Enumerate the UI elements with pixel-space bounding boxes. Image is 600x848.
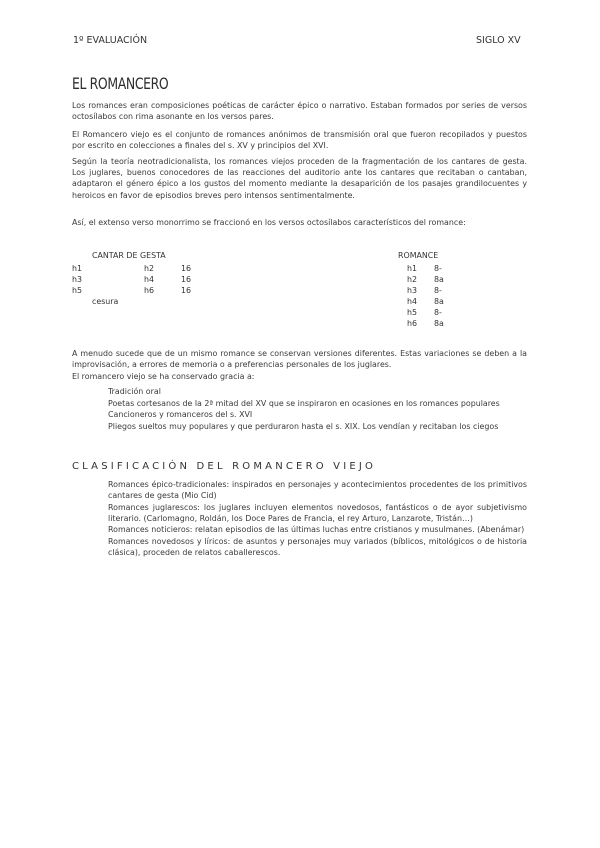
preserved-intro: El romancero viejo se ha conservado gracia a: (72, 372, 255, 381)
romance-cell: h3 (407, 286, 418, 295)
cantar-cell: 16 (181, 286, 192, 295)
intro-paragraph-1: Los romances eran composiciones poéticas de carácter épico o narrativo. Estaban formados por series de versos octosílabos con rima asonante en los versos pares. (72, 101, 527, 122)
list-item: Cancioneros y romanceros del s. XVI (108, 410, 253, 419)
preserved-list (108, 386, 527, 432)
list-item: Romances novedosos y líricos: de asuntos y personajes muy variados (bíblicos, mitológicos o de historia clásica), proceden de relatos caballerescos. (108, 536, 527, 558)
cantar-cell: h6 (144, 286, 155, 295)
cantar-cell: h1 (72, 264, 83, 273)
list-item: Poetas cortesanos de la 2ª mitad del XV que se inspiraron en ocasiones en los romances populares (108, 398, 500, 408)
cantar-cell: h4 (144, 275, 155, 284)
romance-cell: 8a (434, 319, 444, 328)
classification-list (108, 479, 527, 558)
intro-paragraph-3: Según la teoría neotradicionalista, los romances viejos proceden de la fragmentación de los cantares de gesta. Los juglares, buenos conocedores de las reacciones del auditorio ante los cantares que recitaban o cantaban, adaptaron el género épico a los gustos del momento mediante la desaparición de los pasajes grandilocuentes y heroicos en favor de episodios breves pero intensos sentimentalmente. (72, 157, 527, 200)
header-century: SIGLO XV (476, 35, 521, 46)
list-item: Romances juglarescos: los juglares incluyen elementos novedosos, fantásticos o de ayor subjetivismo literario. (Carlomagno, Roldán, los Doce Pares de Francia, el rey Arturo, Lanzarote, Tristán…) (108, 502, 527, 523)
versions-paragraph: A menudo sucede que de un mismo romance se conservan versiones diferentes. Estas variaciones se deben a la improvisación, a errores de memoria o a preferencias personales de los juglares. (72, 349, 527, 370)
cesura-label: cesura (92, 297, 119, 306)
romance-cell: 8- (434, 308, 442, 317)
classification-heading: CLASIFICACIÓN DEL ROMANCERO VIEJO (72, 461, 377, 472)
romance-cell: 8a (434, 275, 444, 284)
cantar-cell: h5 (72, 286, 83, 295)
header-evaluation: 1º EVALUACIÓN (73, 35, 148, 46)
romance-cell: h5 (407, 308, 418, 317)
list-item: Romances noticieros: relatan episodios de las últimas luchas entre cristianos y musulmanes. (Abenámar) (108, 525, 525, 535)
romance-cell: h4 (407, 297, 418, 306)
intro-paragraph-2: El Romancero viejo es el conjunto de romances anónimos de transmisión oral que fueron recopilados y puestos por escrito en colecciones a finales del s. XV y principios del XVI. (72, 130, 527, 151)
list-item: Tradición oral (108, 387, 161, 396)
page-title: EL ROMANCERO (72, 74, 169, 93)
list-item: Pliegos sueltos muy populares y que perduraron hasta el s. XIX. Los vendían y recitaban los ciegos (108, 421, 499, 431)
romance-cell: h2 (407, 275, 418, 284)
cantar-cell: h3 (72, 275, 83, 284)
romance-label: ROMANCE (398, 251, 439, 260)
cantar-cell: 16 (181, 275, 192, 284)
romance-cell: 8- (434, 286, 442, 295)
cantar-cell: h2 (144, 264, 155, 273)
list-item: Romances épico-tradicionales: inspirados en personajes y acontecimientos procedentes de los primitivos cantares de gesta (Mio Cid) (108, 480, 527, 501)
romance-cell: h1 (407, 264, 418, 273)
intro-paragraph-4: Así, el extenso verso monorrimo se fraccionó en los versos octosílabos característicos del romance: (72, 218, 466, 227)
cantar-de-gesta-label: CANTAR DE GESTA (92, 251, 166, 260)
romance-cell: 8- (434, 264, 442, 273)
romance-cell: h6 (407, 319, 418, 328)
cantar-cell: 16 (181, 264, 192, 273)
romance-cell: 8a (434, 297, 444, 306)
